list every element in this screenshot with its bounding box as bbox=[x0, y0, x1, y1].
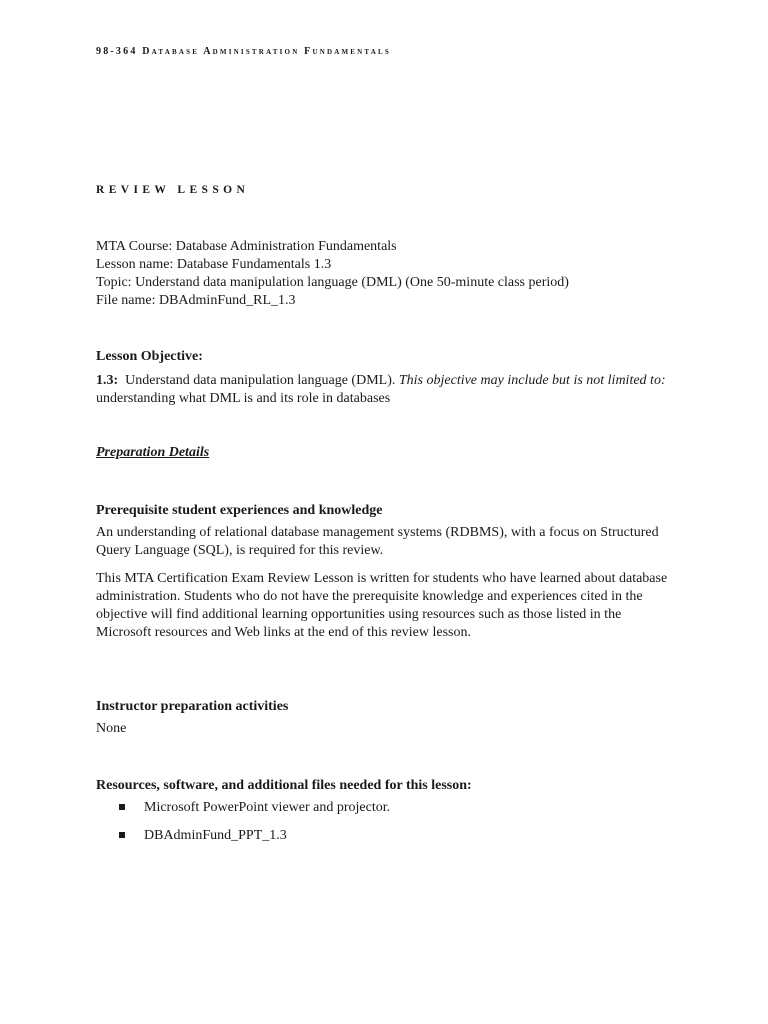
course-line: MTA Course: Database Administration Fundamentals bbox=[96, 239, 397, 254]
resources-list bbox=[96, 799, 676, 845]
section-heading: REVIEW LESSON bbox=[96, 184, 250, 196]
instructor-title: Instructor preparation activities bbox=[96, 699, 289, 714]
resource-item-label: Microsoft PowerPoint viewer and projector. bbox=[144, 800, 391, 815]
instructor-section bbox=[96, 698, 676, 738]
objective-title: Lesson Objective: bbox=[96, 349, 203, 364]
running-header: 98-364 Database Administration Fundamentals bbox=[96, 46, 391, 57]
square-bullet-icon bbox=[119, 804, 125, 810]
resource-item-label: DBAdminFund_PPT_1.3 bbox=[144, 828, 287, 843]
prerequisites-para-2: This MTA Certification Exam Review Lesson is written for students who have learned about database administration. Students who do not have the prerequisite knowledge and experiences cited in the objective will find additional learning opportunities using resources such as those listed in the Microsoft resources and Web links at the end of this review lesson. bbox=[96, 571, 668, 640]
resources-section bbox=[96, 777, 676, 855]
topic-line: Topic: Understand data manipulation language (DML) (One 50-minute class period) bbox=[96, 275, 569, 290]
prerequisites-title: Prerequisite student experiences and knowledge bbox=[96, 503, 383, 518]
prerequisites-para-1: An understanding of relational database management systems (RDBMS), with a focus on Structured Query Language (SQL), is required for this review. bbox=[96, 525, 659, 558]
lesson-name-line: Lesson name: Database Fundamentals 1.3 bbox=[96, 257, 332, 272]
resources-title: Resources, software, and additional files needed for this lesson: bbox=[96, 778, 472, 793]
lesson-info bbox=[96, 238, 569, 310]
objective-number: 1.3: bbox=[96, 373, 119, 388]
objective-body bbox=[96, 372, 676, 408]
instructor-value: None bbox=[96, 721, 127, 736]
objective-italic-text: This objective may include but is not limited to: bbox=[398, 373, 666, 388]
lesson-objective bbox=[96, 348, 676, 408]
preparation-title: Preparation Details bbox=[96, 445, 210, 460]
square-bullet-icon bbox=[119, 832, 125, 838]
resource-item bbox=[96, 799, 676, 817]
objective-text: Understand data manipulation language (DML). bbox=[125, 373, 396, 388]
objective-tail: understanding what DML is and its role in databases bbox=[96, 391, 391, 406]
prerequisites-section bbox=[96, 502, 676, 642]
resource-item bbox=[96, 827, 676, 845]
file-name-line: File name: DBAdminFund_RL_1.3 bbox=[96, 293, 296, 308]
